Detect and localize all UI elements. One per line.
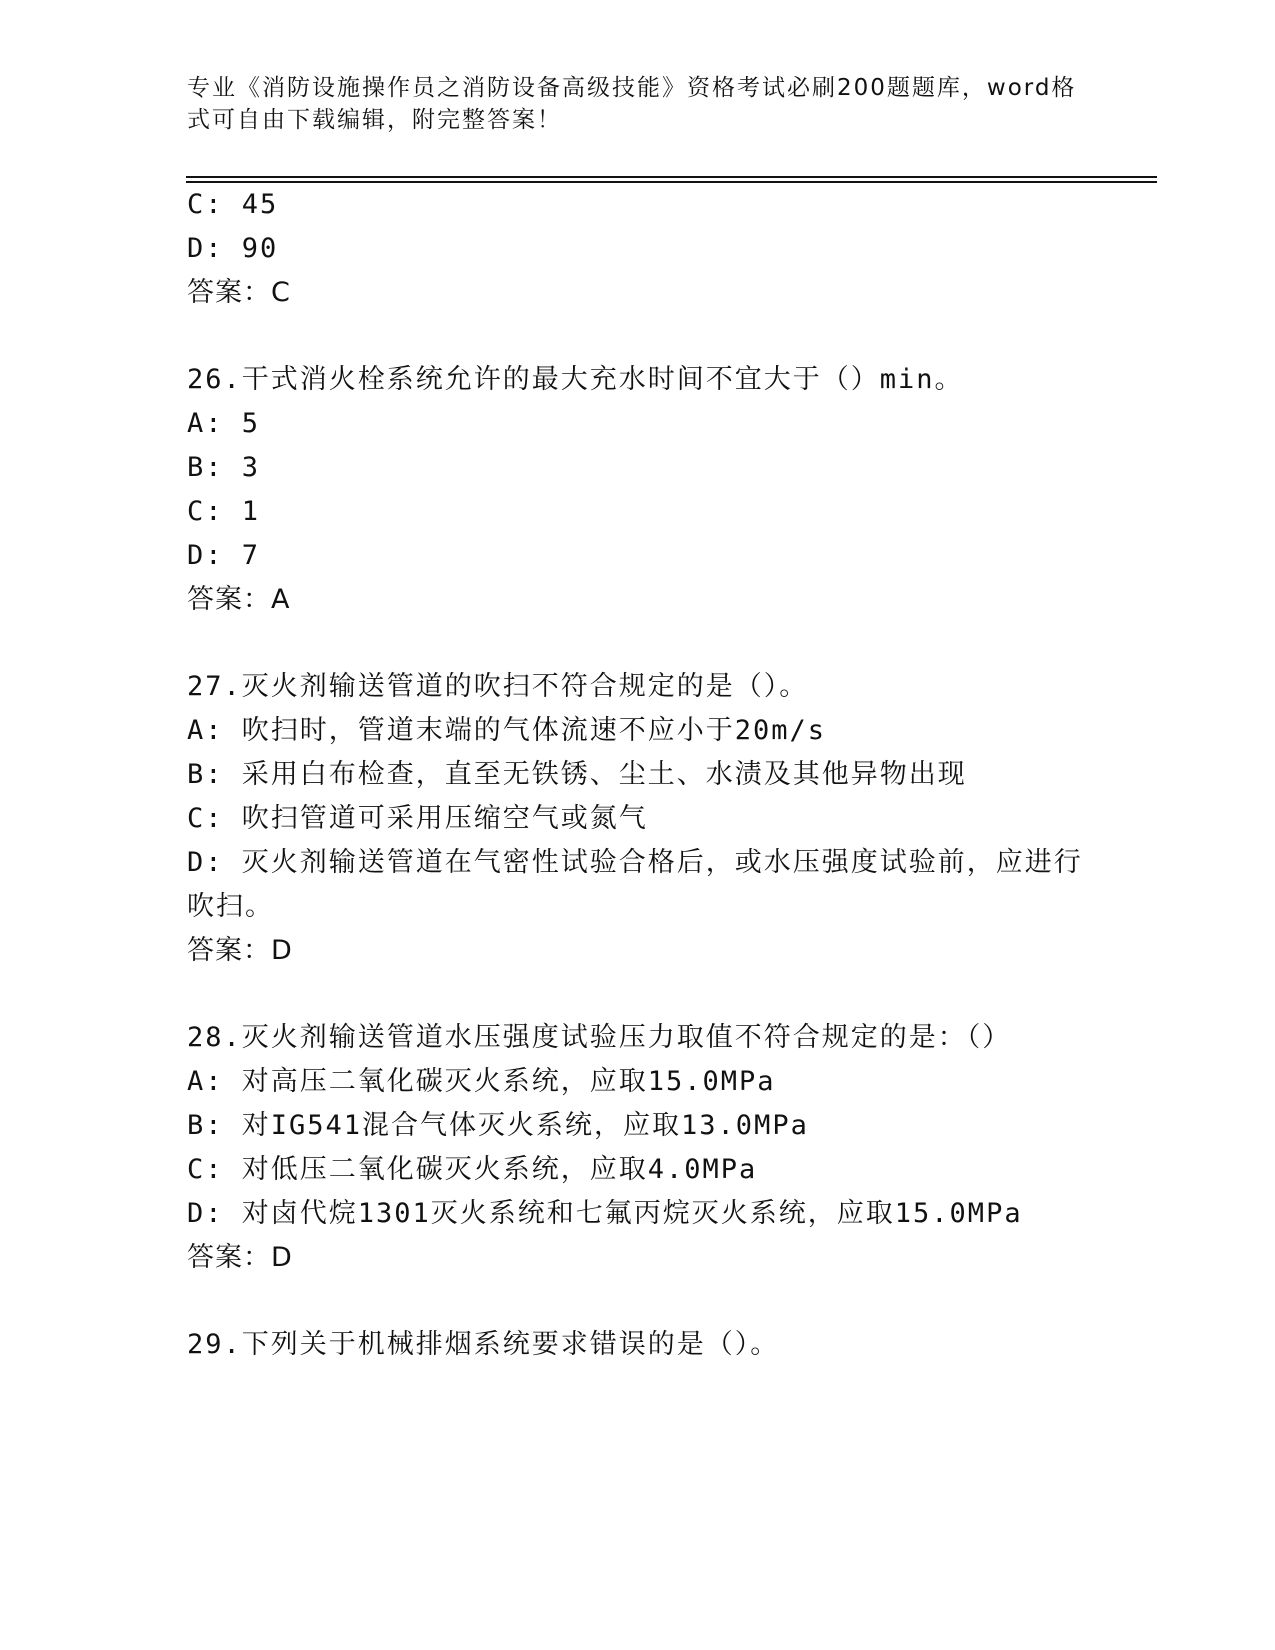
header-line-1: 专业《消防设施操作员之消防设备高级技能》资格考试必刷200题题库，word格 bbox=[187, 75, 1077, 101]
answer-prev: 答案：C bbox=[187, 277, 291, 308]
question-26-option-d: D: 7 bbox=[187, 540, 261, 571]
question-28-option-b: B: 对IG541混合气体灭火系统，应取13.0MPa bbox=[187, 1110, 809, 1141]
document-header bbox=[187, 72, 1087, 136]
question-26: 26.干式消火栓系统允许的最大充水时间不宜大于（）min。 bbox=[187, 364, 964, 395]
question-26-answer: 答案：A bbox=[187, 584, 291, 615]
question-27: 27.灭火剂输送管道的吹扫不符合规定的是（）。 bbox=[187, 671, 809, 702]
question-27-option-d: D: 灭火剂输送管道在气密性试验合格后，或水压强度试验前，应进行 bbox=[187, 847, 1083, 878]
question-26-option-b: B: 3 bbox=[187, 452, 261, 483]
question-26-option-a: A: 5 bbox=[187, 408, 261, 439]
question-27-option-b: B: 采用白布检查，直至无铁锈、尘土、水渍及其他异物出现 bbox=[187, 759, 967, 790]
option-c-prev: C: 45 bbox=[187, 189, 279, 220]
question-27-option-c: C: 吹扫管道可采用压缩空气或氮气 bbox=[187, 803, 648, 834]
question-28-option-c: C: 对低压二氧化碳灭火系统，应取4.0MPa bbox=[187, 1154, 758, 1185]
header-line-2: 式可自由下载编辑，附完整答案！ bbox=[187, 107, 562, 133]
question-28-option-a: A: 对高压二氧化碳灭火系统，应取15.0MPa bbox=[187, 1066, 776, 1097]
header-rule-top bbox=[186, 176, 1157, 178]
question-28-option-d: D: 对卤代烷1301灭火系统和七氟丙烷灭火系统，应取15.0MPa bbox=[187, 1198, 1023, 1229]
question-26-option-c: C: 1 bbox=[187, 496, 261, 527]
question-29: 29.下列关于机械排烟系统要求错误的是（）。 bbox=[187, 1329, 780, 1360]
question-27-option-d-continued: 吹扫。 bbox=[187, 891, 274, 922]
option-d-prev: D: 90 bbox=[187, 233, 279, 264]
question-28: 28.灭火剂输送管道水压强度试验压力取值不符合规定的是：（） bbox=[187, 1022, 1012, 1053]
question-27-answer: 答案：D bbox=[187, 935, 293, 966]
question-27-option-a: A: 吹扫时，管道末端的气体流速不应小于20m/s bbox=[187, 715, 827, 746]
header-rule-bottom bbox=[186, 181, 1157, 183]
question-28-answer: 答案：D bbox=[187, 1242, 293, 1273]
